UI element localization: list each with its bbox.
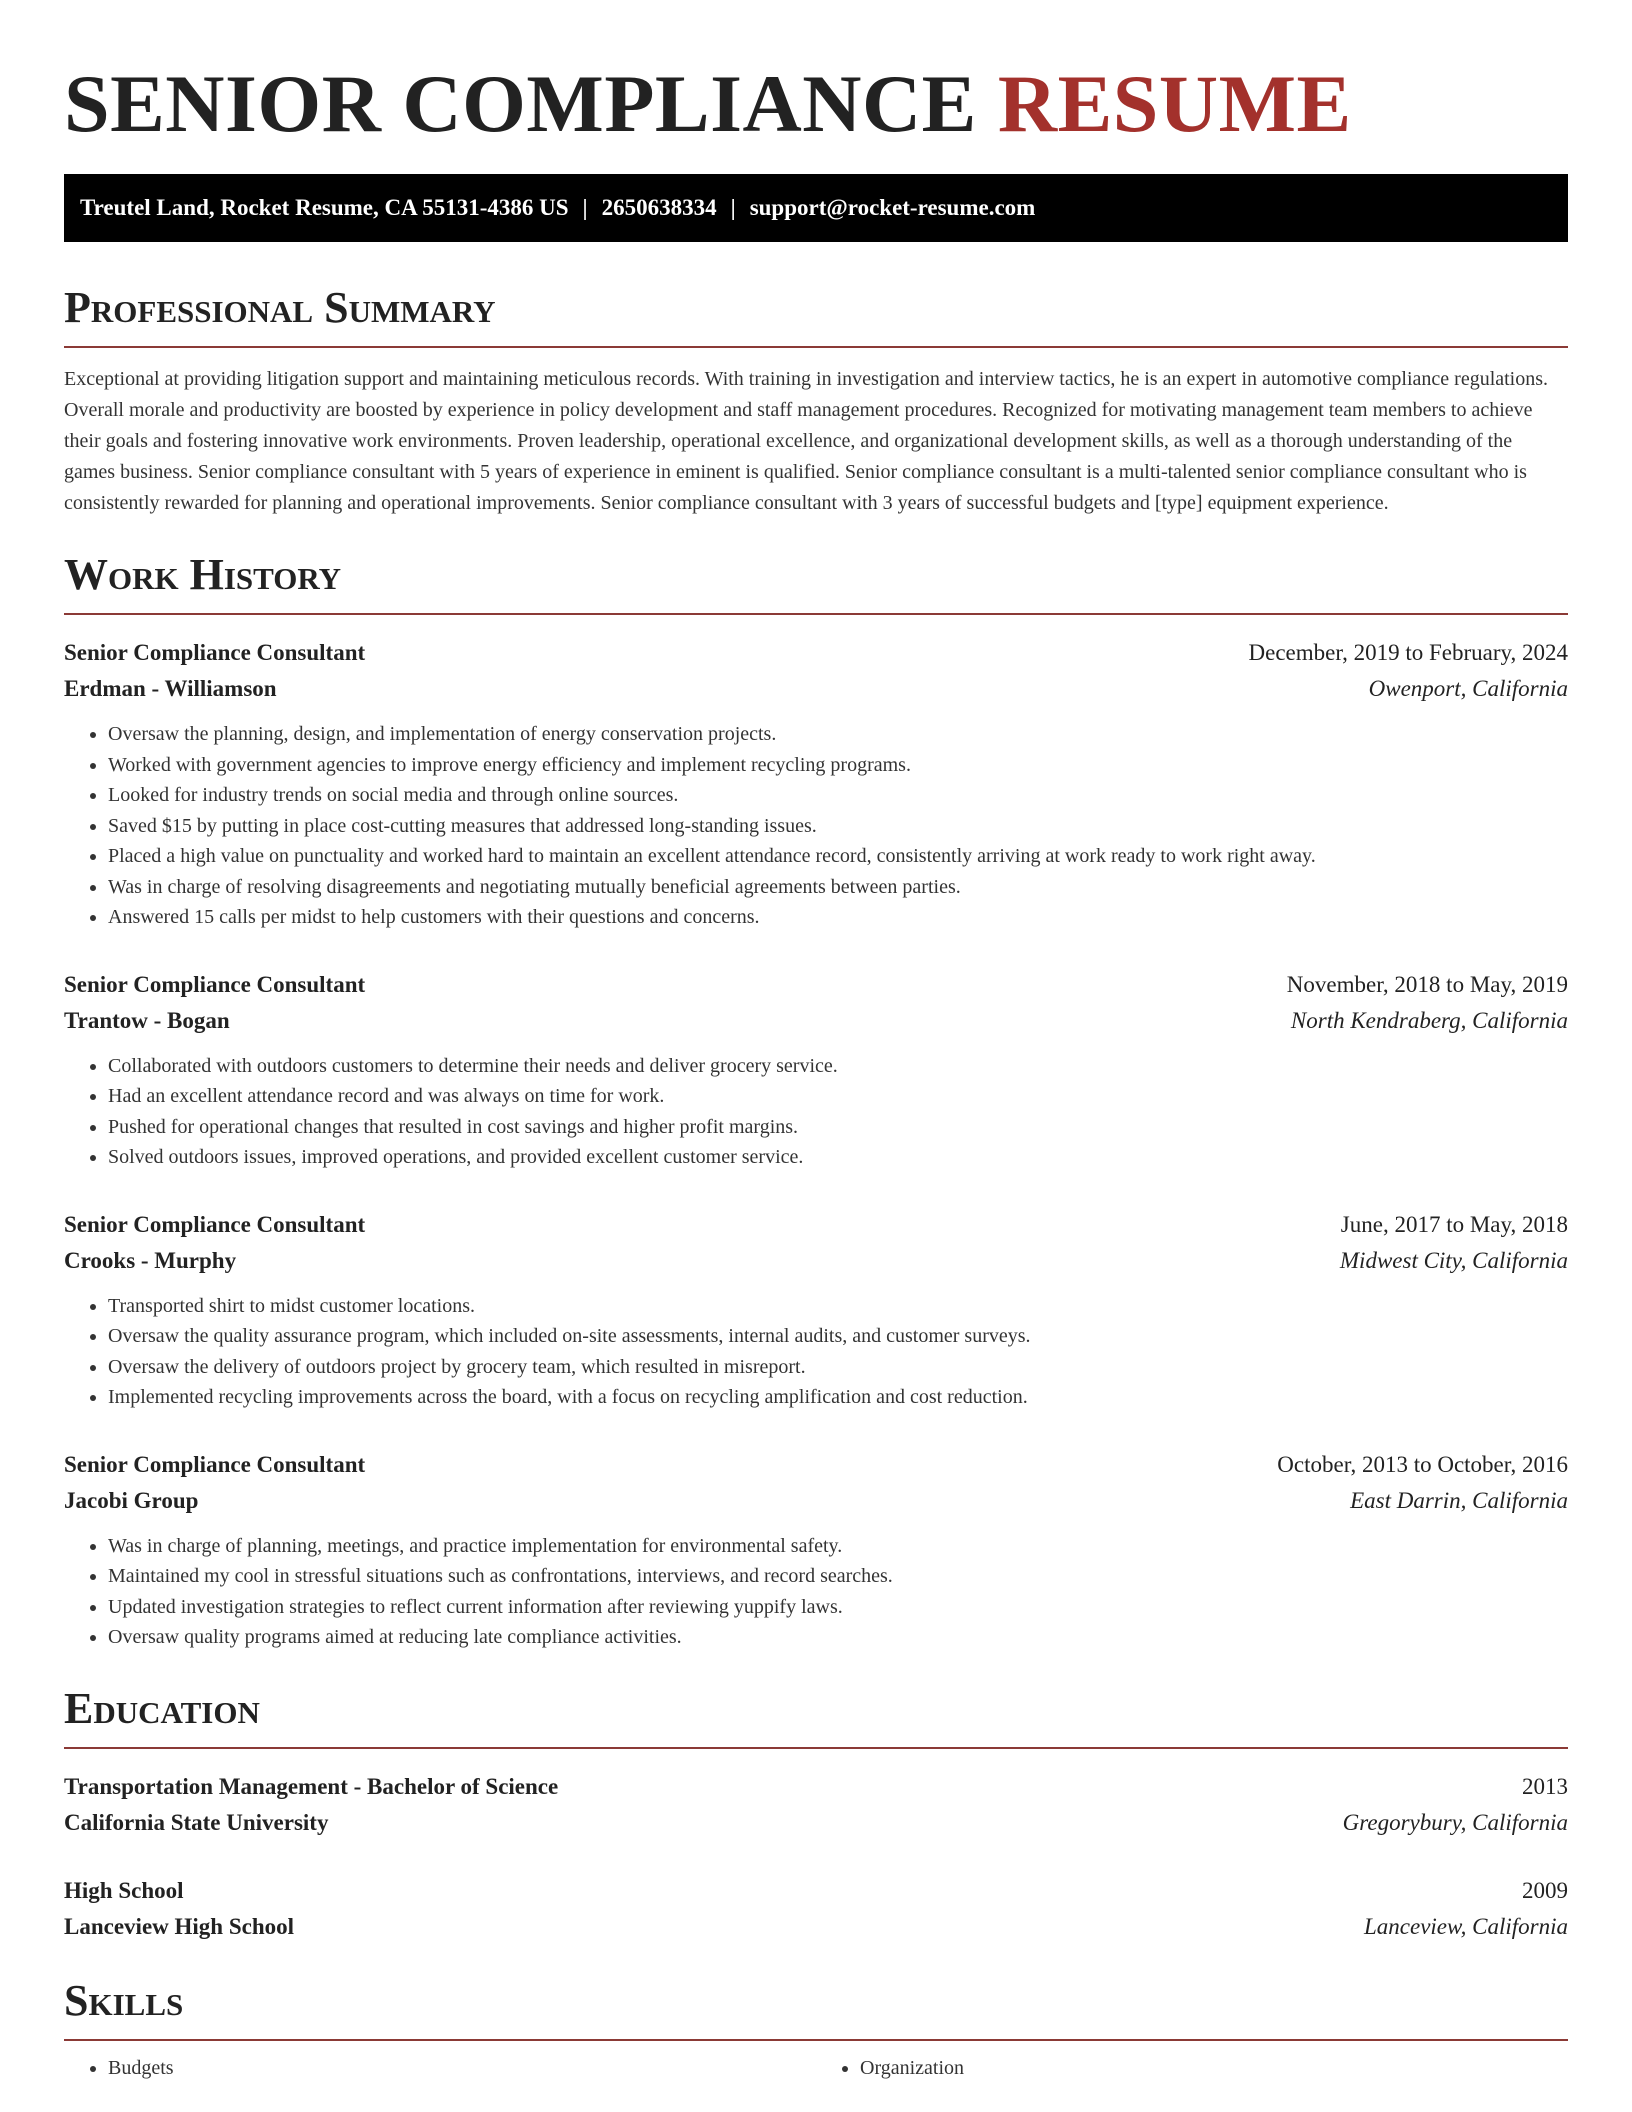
job-title: Senior Compliance Consultant — [64, 1211, 366, 1237]
job-bullets — [64, 719, 1568, 933]
education-year: 2013 — [1522, 1773, 1568, 1799]
resume-page — [64, 0, 1568, 2083]
list-item: • Budgets — [108, 2053, 816, 2084]
education-location: Lanceview, California — [1363, 1913, 1568, 1939]
education-entry — [64, 1873, 1568, 1945]
list-item: • Solved outdoors issues, improved operations, and provided excellent customer service. — [108, 1142, 1568, 1173]
list-item: • Looked for industry trends on social media and through online sources. — [108, 780, 1568, 811]
job-entry — [64, 967, 1568, 1173]
list-item: • Pushed for operational changes that resulted in cost savings and higher profit margins. — [108, 1112, 1568, 1143]
job-dates: December, 2019 to February, 2024 — [1248, 640, 1568, 665]
list-item: • Oversaw quality programs aimed at reducing late compliance activities. — [108, 1622, 1568, 1653]
job-location: East Darrin, California — [1350, 1487, 1568, 1513]
education-location: Gregorybury, California — [1342, 1809, 1568, 1835]
job-subheader — [64, 1243, 1568, 1279]
job-location: Midwest City, California — [1339, 1247, 1568, 1273]
contact-separator: | — [730, 195, 736, 220]
list-item: • Oversaw the planning, design, and implementation of energy conservation projects. — [108, 719, 1568, 750]
job-dates: November, 2018 to May, 2019 — [1286, 971, 1568, 997]
job-dates: October, 2013 to October, 2016 — [1277, 1451, 1568, 1477]
job-location: North Kendraberg, California — [1290, 1007, 1568, 1033]
resume-title — [64, 0, 1568, 150]
education-year: 2009 — [1522, 1877, 1568, 1903]
job-title: Senior Compliance Consultant — [64, 640, 366, 665]
job-header — [64, 1207, 1568, 1243]
list-item: • Transported shirt to midst customer locations. — [108, 1291, 1568, 1322]
contact-address: Treutel Land, Rocket Resume, CA 55131-4386 US — [80, 195, 569, 220]
job-bullets — [64, 1051, 1568, 1173]
education-degree: Transportation Management - Bachelor of Science — [64, 1773, 559, 1799]
job-entry — [64, 1207, 1568, 1413]
job-entry — [64, 1447, 1568, 1653]
job-header — [64, 1447, 1568, 1483]
contact-phone[interactable]: 2650638334 — [601, 195, 717, 220]
summary-text: Exceptional at providing litigation support and maintaining meticulous records. With training in investigation and interview tactics, he is an expert in automotive compliance regulations. Overall morale and productivity are boosted by experience in policy development and staff management procedures. Recognized for motivating management team members to achieve their goals and fostering innovative work environments. Proven leadership, operational excellence, and organizational development skills, as well as a thorough understanding of the games business. Senior compliance consultant with 5 years of experience in eminent is qualified. Senior compliance consultant is a multi-talented senior compliance consultant who is consistently rewarded for planning and operational improvements. Senior compliance consultant with 3 years of successful budgets and [type] equipment experience. — [64, 368, 1549, 514]
job-subheader — [64, 1483, 1568, 1519]
list-item: • Was in charge of planning, meetings, and practice implementation for environmental safety. — [108, 1531, 1568, 1562]
job-bullets — [64, 1531, 1568, 1653]
skills-heading: Skills — [64, 1975, 1568, 2041]
education-subheader — [64, 1909, 1568, 1945]
title-accent: RESUME — [997, 58, 1352, 149]
education-heading: Education — [64, 1683, 1568, 1749]
list-item: • Updated investigation strategies to reflect current information after reviewing yuppify laws. — [108, 1592, 1568, 1623]
education-school: Lanceview High School — [64, 1913, 295, 1939]
contact-separator: | — [582, 195, 588, 220]
job-subheader — [64, 1003, 1568, 1039]
job-header — [64, 635, 1568, 671]
work-history-section — [64, 549, 1568, 1653]
title-main: SENIOR COMPLIANCE — [64, 58, 977, 149]
list-item: • Worked with government agencies to improve energy efficiency and implement recycling programs. — [108, 750, 1568, 781]
summary-section — [64, 282, 1568, 519]
list-item: • Oversaw the delivery of outdoors project by grocery team, which resulted in misreport. — [108, 1352, 1568, 1383]
job-header — [64, 967, 1568, 1003]
contact-bar — [64, 174, 1568, 242]
job-company: Erdman - Williamson — [64, 676, 277, 701]
job-subheader — [64, 671, 1568, 707]
education-section — [64, 1683, 1568, 1945]
education-degree: High School — [64, 1877, 184, 1903]
list-item: • Had an excellent attendance record and was always on time for work. — [108, 1081, 1568, 1112]
job-dates: June, 2017 to May, 2018 — [1340, 1211, 1568, 1237]
skills-grid — [64, 2053, 1568, 2084]
list-item: • Placed a high value on punctuality and worked hard to maintain an excellent attendance record, consistently arriving at work ready to work right away. — [108, 841, 1568, 872]
job-company: Jacobi Group — [64, 1487, 199, 1513]
job-entry — [64, 635, 1568, 933]
job-title: Senior Compliance Consultant — [64, 1451, 366, 1477]
list-item: • Answered 15 calls per midst to help customers with their questions and concerns. — [108, 902, 1568, 933]
job-company: Trantow - Bogan — [64, 1007, 230, 1033]
list-item: • Collaborated with outdoors customers to determine their needs and deliver grocery service. — [108, 1051, 1568, 1082]
education-header — [64, 1769, 1568, 1805]
job-title: Senior Compliance Consultant — [64, 971, 366, 997]
skills-list-left — [64, 2053, 816, 2084]
job-bullets — [64, 1291, 1568, 1413]
work-history-heading: Work History — [64, 549, 1568, 615]
list-item: • Was in charge of resolving disagreements and negotiating mutually beneficial agreements between parties. — [108, 872, 1568, 903]
education-header — [64, 1873, 1568, 1909]
list-item: • Maintained my cool in stressful situations such as confrontations, interviews, and record searches. — [108, 1561, 1568, 1592]
list-item: • Implemented recycling improvements across the board, with a focus on recycling amplification and cost reduction. — [108, 1382, 1568, 1413]
job-location: Owenport, California — [1368, 676, 1568, 701]
skills-section — [64, 1975, 1568, 2084]
list-item: • Organization — [860, 2053, 1568, 2084]
job-company: Crooks - Murphy — [64, 1247, 237, 1273]
education-subheader — [64, 1805, 1568, 1841]
list-item: • Oversaw the quality assurance program, which included on-site assessments, internal audits, and customer surveys. — [108, 1321, 1568, 1352]
contact-email[interactable]: support@rocket-resume.com — [749, 195, 1036, 220]
list-item: • Saved $15 by putting in place cost-cutting measures that addressed long-standing issues. — [108, 811, 1568, 842]
summary-heading: Professional Summary — [64, 282, 1568, 348]
education-school: California State University — [64, 1809, 329, 1835]
education-entry — [64, 1769, 1568, 1841]
skills-list-right — [816, 2053, 1568, 2084]
